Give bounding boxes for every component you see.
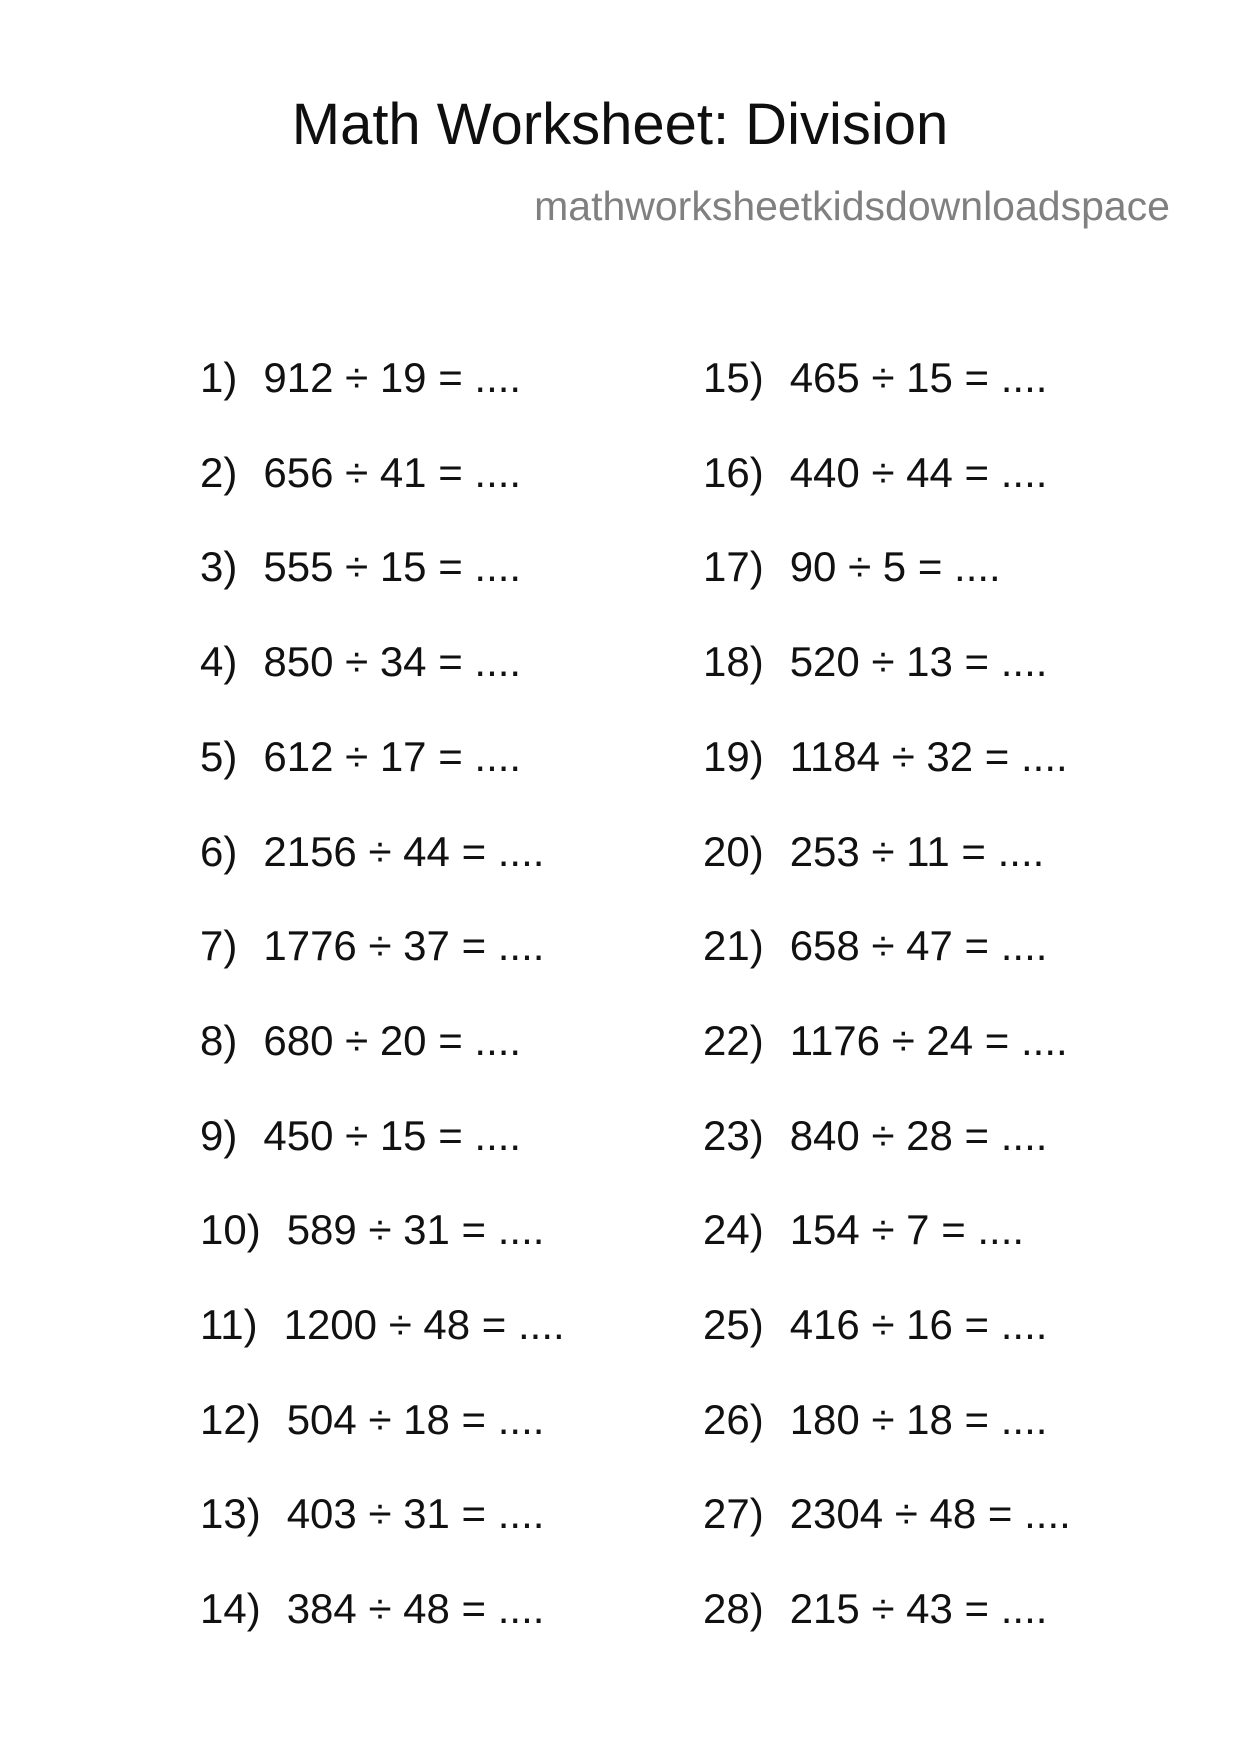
problem-number: 8) [200,1017,238,1064]
problem-expression: 555 ÷ 15 = .... [263,543,522,590]
problem-number: 11) [200,1301,258,1348]
problem-item [200,733,522,780]
problem-item [200,1585,545,1632]
problem-number: 16) [703,449,764,496]
problem-item [200,543,522,590]
problem-item [703,1396,1048,1443]
problem-expression: 403 ÷ 31 = .... [286,1490,545,1537]
problem-expression: 215 ÷ 43 = .... [789,1585,1048,1632]
problem-expression: 1184 ÷ 32 = .... [789,733,1068,780]
problem-number: 26) [703,1396,764,1443]
problem-expression: 912 ÷ 19 = .... [263,354,522,401]
problem-number: 22) [703,1017,764,1064]
problem-item [703,733,1068,780]
problem-number: 2) [200,449,238,496]
problem-number: 5) [200,733,238,780]
problem-expression: 656 ÷ 41 = .... [263,449,522,496]
problem-expression: 850 ÷ 34 = .... [263,638,522,685]
problem-item [200,1206,545,1253]
problem-number: 15) [703,354,764,401]
problem-number: 20) [703,828,764,875]
problem-expression: 2304 ÷ 48 = .... [789,1490,1071,1537]
problem-number: 19) [703,733,764,780]
problem-expression: 680 ÷ 20 = .... [263,1017,522,1064]
problem-item [200,1017,522,1064]
problem-expression: 2156 ÷ 44 = .... [263,828,545,875]
problem-number: 27) [703,1490,764,1537]
problem-number: 7) [200,922,238,969]
problem-item [703,449,1048,496]
problem-item [703,1585,1048,1632]
problem-expression: 1176 ÷ 24 = .... [789,1017,1068,1064]
problem-expression: 1776 ÷ 37 = .... [263,922,545,969]
problem-item [703,1490,1071,1537]
problem-item [703,543,1001,590]
problem-item [703,1017,1068,1064]
problem-number: 28) [703,1585,764,1632]
problem-number: 21) [703,922,764,969]
problem-item [200,922,545,969]
problem-expression: 1200 ÷ 48 = .... [283,1301,565,1348]
problem-item [703,1112,1048,1159]
problem-item [200,638,522,685]
problem-expression: 840 ÷ 28 = .... [789,1112,1048,1159]
problem-item [200,1490,545,1537]
problem-number: 14) [200,1585,261,1632]
problem-number: 4) [200,638,238,685]
problem-number: 9) [200,1112,238,1159]
problem-expression: 253 ÷ 11 = .... [789,828,1045,875]
problem-item [703,354,1048,401]
problem-expression: 180 ÷ 18 = .... [789,1396,1048,1443]
problem-number: 13) [200,1490,261,1537]
problem-expression: 612 ÷ 17 = .... [263,733,522,780]
problem-number: 10) [200,1206,261,1253]
problem-item [703,922,1048,969]
problem-number: 6) [200,828,238,875]
problem-number: 18) [703,638,764,685]
problem-number: 1) [200,354,238,401]
problem-expression: 465 ÷ 15 = .... [789,354,1048,401]
problem-item [200,1396,545,1443]
problem-item [200,354,522,401]
problem-number: 3) [200,543,238,590]
problem-item [200,1301,565,1348]
problem-expression: 450 ÷ 15 = .... [263,1112,522,1159]
problem-number: 24) [703,1206,764,1253]
problem-item [703,828,1045,875]
problem-expression: 504 ÷ 18 = .... [286,1396,545,1443]
problem-expression: 520 ÷ 13 = .... [789,638,1048,685]
problem-item [703,1206,1025,1253]
problem-expression: 440 ÷ 44 = .... [789,449,1048,496]
problem-expression: 416 ÷ 16 = .... [789,1301,1048,1348]
problem-number: 25) [703,1301,764,1348]
problem-item [200,449,522,496]
worksheet-title: Math Worksheet: Division [291,92,949,157]
problem-item [703,638,1048,685]
problem-expression: 658 ÷ 47 = .... [789,922,1048,969]
problem-number: 23) [703,1112,764,1159]
problem-expression: 589 ÷ 31 = .... [286,1206,545,1253]
problem-number: 12) [200,1396,261,1443]
problem-item [200,1112,522,1159]
problem-number: 17) [703,543,764,590]
worksheet-subtitle: mathworksheetkidsdownloadspace [534,183,1170,229]
problem-expression: 384 ÷ 48 = .... [286,1585,545,1632]
problem-expression: 90 ÷ 5 = .... [789,543,1001,590]
problem-item [703,1301,1048,1348]
problem-item [200,828,545,875]
problem-expression: 154 ÷ 7 = .... [789,1206,1025,1253]
